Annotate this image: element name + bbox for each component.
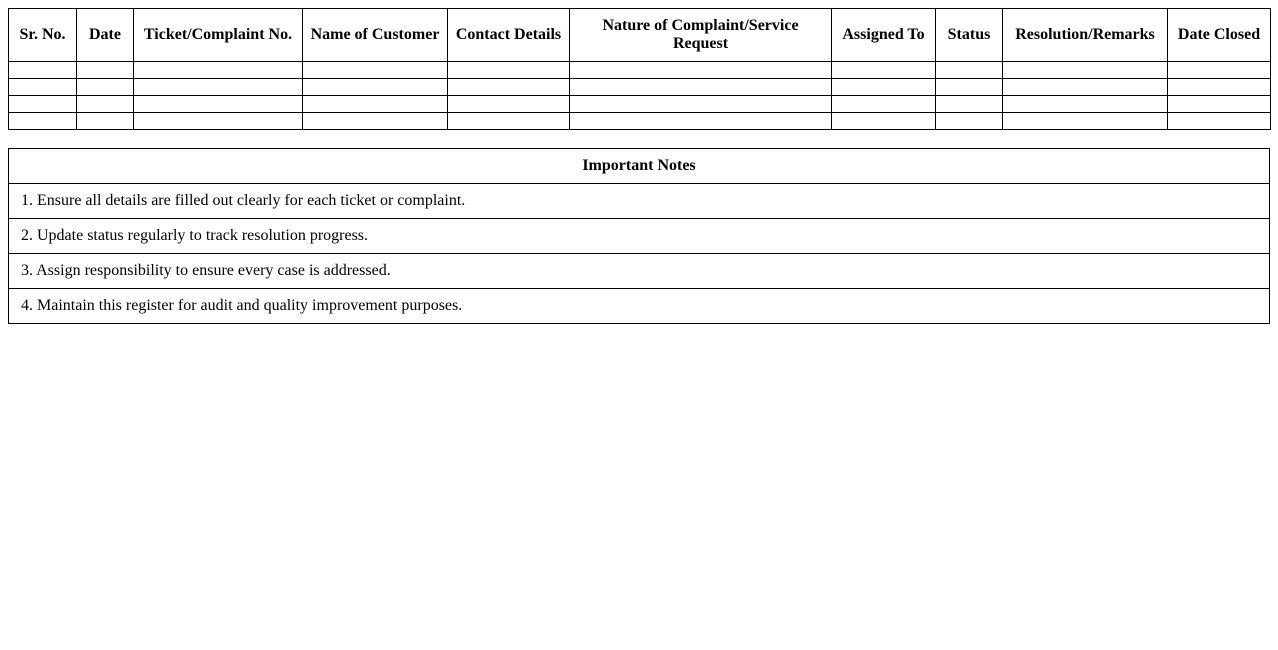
table-cell[interactable] [1003, 62, 1168, 79]
table-cell[interactable] [1003, 113, 1168, 130]
table-cell[interactable] [134, 79, 303, 96]
note-row [9, 254, 1270, 289]
notes-header-row [9, 149, 1270, 184]
column-header-assigned-to: Assigned To [832, 9, 936, 62]
table-cell[interactable] [832, 79, 936, 96]
table-cell[interactable] [303, 113, 448, 130]
column-header-date: Date [77, 9, 134, 62]
table-cell[interactable] [9, 62, 77, 79]
column-header-customer-name: Name of Customer [303, 9, 448, 62]
table-cell[interactable] [1168, 62, 1271, 79]
table-cell[interactable] [570, 96, 832, 113]
column-header-date-closed: Date Closed [1168, 9, 1271, 62]
table-cell[interactable] [1168, 79, 1271, 96]
table-cell[interactable] [936, 113, 1003, 130]
table-cell[interactable] [9, 79, 77, 96]
table-cell[interactable] [1168, 96, 1271, 113]
note-row [9, 184, 1270, 219]
table-cell[interactable] [9, 96, 77, 113]
table-cell[interactable] [134, 113, 303, 130]
table-cell[interactable] [448, 79, 570, 96]
table-cell[interactable] [77, 113, 134, 130]
table-cell[interactable] [832, 113, 936, 130]
table-cell[interactable] [303, 96, 448, 113]
page [0, 0, 1278, 324]
table-cell[interactable] [134, 96, 303, 113]
column-header-contact-details: Contact Details [448, 9, 570, 62]
note-row [9, 289, 1270, 324]
header-row [9, 9, 1271, 62]
table-row [9, 62, 1271, 79]
table-cell[interactable] [134, 62, 303, 79]
column-header-nature-of-complaint: Nature of Complaint/Service Request [570, 9, 832, 62]
note-item: 2. Update status regularly to track resolution progress. [9, 219, 1270, 254]
table-cell[interactable] [1003, 79, 1168, 96]
table-cell[interactable] [936, 79, 1003, 96]
important-notes-table [8, 148, 1270, 324]
column-header-ticket-no: Ticket/Complaint No. [134, 9, 303, 62]
note-row [9, 219, 1270, 254]
table-cell[interactable] [77, 79, 134, 96]
table-cell[interactable] [9, 113, 77, 130]
table-cell[interactable] [448, 62, 570, 79]
note-item: 3. Assign responsibility to ensure every case is addressed. [9, 254, 1270, 289]
column-header-status: Status [936, 9, 1003, 62]
table-cell[interactable] [936, 62, 1003, 79]
notes-title: Important Notes [9, 149, 1270, 184]
note-item: 1. Ensure all details are filled out clearly for each ticket or complaint. [9, 184, 1270, 219]
table-cell[interactable] [1168, 113, 1271, 130]
table-row [9, 96, 1271, 113]
table-row [9, 79, 1271, 96]
table-cell[interactable] [570, 62, 832, 79]
table-cell[interactable] [303, 62, 448, 79]
table-cell[interactable] [303, 79, 448, 96]
table-cell[interactable] [448, 113, 570, 130]
note-item: 4. Maintain this register for audit and quality improvement purposes. [9, 289, 1270, 324]
table-cell[interactable] [832, 96, 936, 113]
table-cell[interactable] [570, 113, 832, 130]
table-cell[interactable] [77, 96, 134, 113]
table-cell[interactable] [77, 62, 134, 79]
column-header-sr-no: Sr. No. [9, 9, 77, 62]
table-cell[interactable] [448, 96, 570, 113]
complaint-register-table [8, 8, 1271, 130]
table-cell[interactable] [832, 62, 936, 79]
table-cell[interactable] [570, 79, 832, 96]
table-cell[interactable] [1003, 96, 1168, 113]
column-header-resolution-remarks: Resolution/Remarks [1003, 9, 1168, 62]
table-row [9, 113, 1271, 130]
table-cell[interactable] [936, 96, 1003, 113]
